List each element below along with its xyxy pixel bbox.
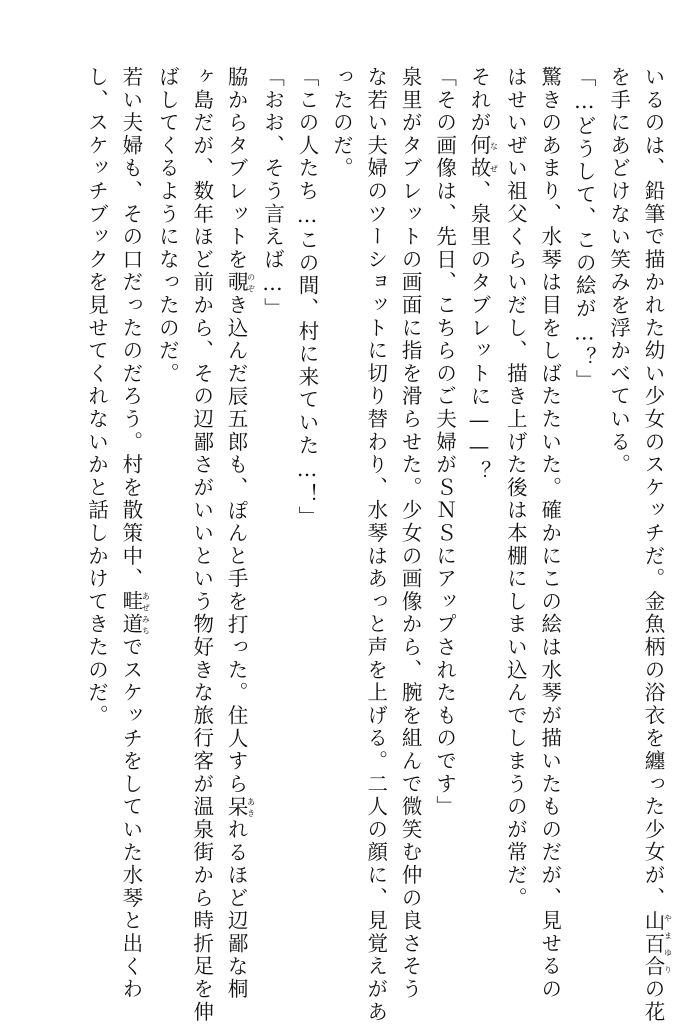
text-line-2: を手にあどけない笑みを浮かべている。	[606, 66, 631, 477]
text-line-16: 若い夫婦も、その口だったのだろう。村を散策中、畦道あぜみちでスケッチをしていた水琴と出くわ	[118, 66, 151, 1001]
text-line-12: 「おお、そう言えば…」	[260, 66, 285, 321]
text-line-6	[462, 66, 498, 991]
text-line-8: 泉里がタブレットの画面に指を滑らせた。少女の画像から、腕を組んで微笑む仲の良さそう	[398, 66, 423, 1001]
text-line-5: はせいぜい祖父くらいだし、描き上げた後は本棚にしまい込んでしまうのが常だ。	[503, 66, 528, 910]
vertical-text-body	[22, 66, 673, 1024]
furigana-naze: 何故なぜ	[466, 134, 499, 181]
furigana-azemichi: 畦道あぜみち	[118, 590, 151, 637]
text-line-6-content: それが何故なぜ、泉里のタブレットに——？	[466, 66, 499, 484]
text-line-17: し、スケッチブックを見せてくれないかと話しかけてきたのだ。	[84, 66, 109, 728]
text-line-3: 「…どうして、この絵が…？」	[572, 66, 597, 393]
text-line-11: 「この人たち…この間、村に来ていた…！」	[294, 66, 319, 529]
furigana-yamayuri: 山百合やまゆり	[641, 909, 673, 979]
text-line-7: 「その画像は、先日、こちらのご夫婦がＳＮＳにアップされたものです」	[432, 66, 457, 819]
text-line-1: いるのは、鉛筆で描かれた幼い少女のスケッチだ。金魚柄の浴衣を纏った少女が、山百合やまゆりの花	[641, 66, 673, 1024]
text-line-15: ばしてくるようになったのだ。	[155, 66, 180, 386]
text-line-13: 脇からタブレットを覗のぞき込んだ辰五郎も、ぽんと手を打った。住人すら呆あきれるほど辺鄙な桐	[224, 66, 256, 1001]
text-line-4: 驚きのあまり、水琴は目をしばたたいた。確かにこの絵は水琴が描いたものだが、見せるの	[537, 66, 562, 1001]
furigana-nozoki: 覗のぞ	[224, 271, 256, 295]
text-line-9: な若い夫婦のツーショットに切り替わり、水琴はあっと声を上げる。二人の顔に、見覚えがあ	[363, 66, 388, 1024]
text-line-10: ったのだ。	[329, 66, 354, 180]
text-line-14: ヶ島だが、数年ほど前から、その辺鄙さがいいという物好きな旅行客が温泉街から時折足を伸	[189, 66, 214, 1024]
furigana-akire: 呆あき	[224, 795, 256, 819]
